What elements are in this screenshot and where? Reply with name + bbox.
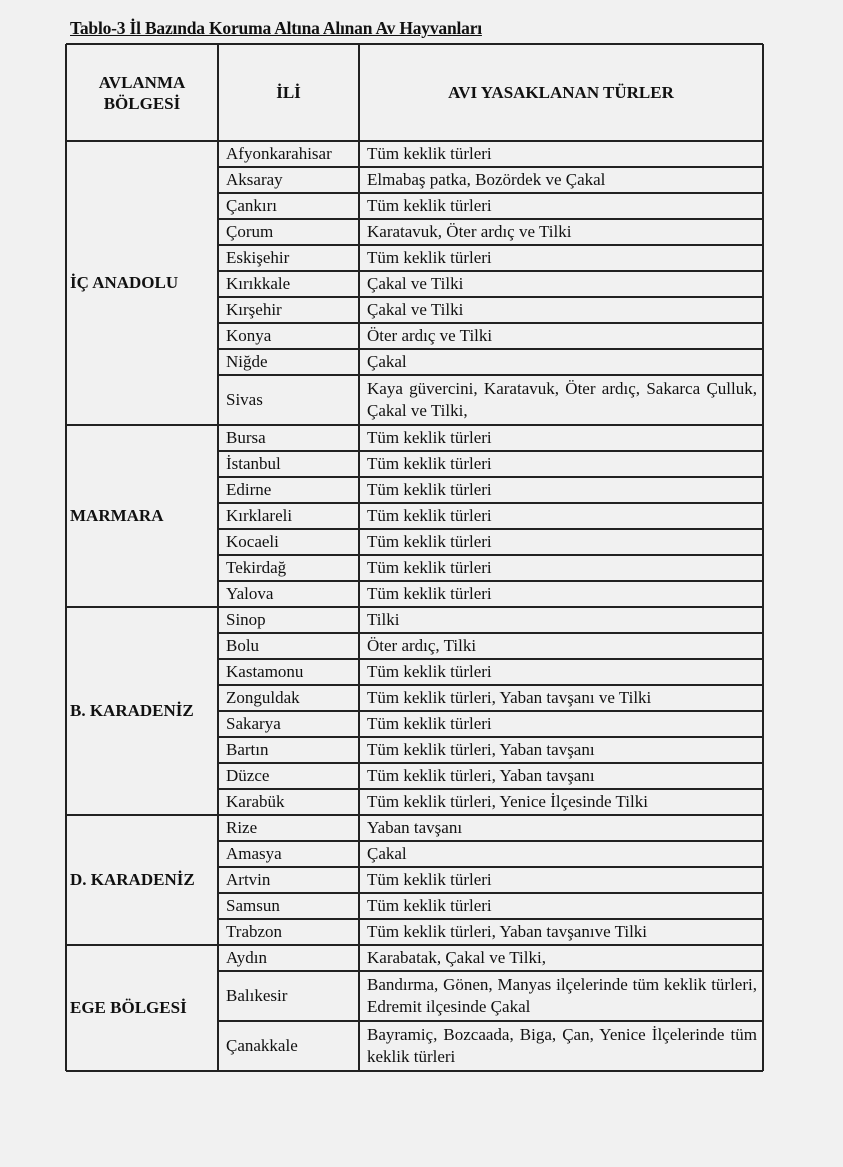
city-cell: Tekirdağ xyxy=(226,558,287,577)
region-cell: EGE BÖLGESİ xyxy=(70,998,187,1017)
row-divider xyxy=(66,606,218,608)
row-divider xyxy=(218,1070,763,1072)
city-cell: Sinop xyxy=(226,610,266,629)
city-cell: Balıkesir xyxy=(226,986,288,1005)
species-text: Bayramiç, Bozcaada, Biga, Çan, Yenice İlçelerinde tüm keklik türleri xyxy=(367,1025,757,1066)
city-cell: Eskişehir xyxy=(226,248,290,267)
column-divider xyxy=(762,44,764,1071)
species-text: Tüm keklik türleri xyxy=(367,480,492,499)
city-cell: Yalova xyxy=(226,584,274,603)
city-cell: Düzce xyxy=(226,766,270,785)
species-cell xyxy=(361,271,761,297)
species-text: Tüm keklik türleri xyxy=(367,584,492,603)
species-text: Tüm keklik türleri, Yaban tavşanıve Tilki xyxy=(367,922,648,941)
city-cell: Edirne xyxy=(226,480,272,499)
species-cell xyxy=(361,633,761,659)
species-text: Tüm keklik türleri xyxy=(367,870,492,889)
city-cell: Artvin xyxy=(226,870,271,889)
species-cell xyxy=(361,425,761,451)
city-cell: Amasya xyxy=(226,844,282,863)
species-cell xyxy=(361,219,761,245)
species-cell xyxy=(361,841,761,867)
city-cell: Samsun xyxy=(226,896,280,915)
species-text: Çakal ve Tilki xyxy=(367,274,464,293)
city-cell: Bartın xyxy=(226,740,269,759)
hunting-restrictions-table xyxy=(66,44,763,1070)
city-cell: Afyonkarahisar xyxy=(226,144,332,163)
species-cell xyxy=(361,685,761,711)
species-cell xyxy=(361,529,761,555)
species-text: Tüm keklik türleri xyxy=(367,714,492,733)
species-text: Tilki xyxy=(367,610,400,629)
column-divider xyxy=(217,44,219,1071)
city-cell: Rize xyxy=(226,818,258,837)
species-cell xyxy=(361,607,761,633)
species-cell xyxy=(361,971,761,1021)
region-cell: İÇ ANADOLU xyxy=(70,273,179,292)
row-divider xyxy=(66,424,218,426)
city-cell: Bolu xyxy=(226,636,260,655)
species-cell xyxy=(361,167,761,193)
header-species: AVI YASAKLANAN TÜRLER xyxy=(448,83,674,102)
city-cell: Çankırı xyxy=(226,196,277,215)
city-cell: Kocaeli xyxy=(226,532,279,551)
species-cell xyxy=(361,245,761,271)
city-cell: Niğde xyxy=(226,352,268,371)
species-cell xyxy=(361,711,761,737)
species-text: Kaya güvercini, Karatavuk, Öter ardıç, Sakarca Çulluk, Çakal ve Tilki, xyxy=(367,379,757,420)
species-cell xyxy=(361,945,761,971)
species-cell xyxy=(361,581,761,607)
species-cell xyxy=(361,323,761,349)
region-cell: D. KARADENİZ xyxy=(70,870,195,889)
species-text: Karabatak, Çakal ve Tilki, xyxy=(367,948,546,967)
species-text: Tüm keklik türleri xyxy=(367,896,492,915)
species-text: Tüm keklik türleri, Yaban tavşanı ve Tilki xyxy=(367,688,652,707)
table-title: Tablo-3 İl Bazında Koruma Altına Alınan Av Hayvanları xyxy=(70,18,482,38)
city-cell: Aydın xyxy=(226,948,267,967)
species-cell xyxy=(361,193,761,219)
species-cell xyxy=(361,737,761,763)
city-cell: Çorum xyxy=(226,222,274,241)
species-text: Tüm keklik türleri xyxy=(367,532,492,551)
row-divider xyxy=(66,1070,218,1072)
species-text: Tüm keklik türleri xyxy=(367,662,492,681)
species-text: Elmabaş patka, Bozördek ve Çakal xyxy=(367,170,606,189)
column-divider xyxy=(358,44,360,1071)
city-cell: Konya xyxy=(226,326,272,345)
city-cell: Sivas xyxy=(226,390,263,409)
species-text: Tüm keklik türleri, Yenice İlçesinde Tilki xyxy=(367,792,648,811)
city-cell: Aksaray xyxy=(226,170,283,189)
species-cell xyxy=(361,451,761,477)
city-cell: Sakarya xyxy=(226,714,281,733)
species-text: Tüm keklik türleri, Yaban tavşanı xyxy=(367,766,595,785)
species-cell xyxy=(361,349,761,375)
species-text: Tüm keklik türleri xyxy=(367,454,492,473)
species-cell xyxy=(361,1021,761,1071)
header-region-text: AVLANMA BÖLGESİ xyxy=(98,72,186,113)
species-text: Yaban tavşanı xyxy=(367,818,463,837)
header-region xyxy=(66,44,218,141)
species-cell xyxy=(361,659,761,685)
species-cell xyxy=(361,789,761,815)
row-divider xyxy=(66,43,763,45)
species-text: Tüm keklik türleri xyxy=(367,428,492,447)
species-cell xyxy=(361,763,761,789)
city-cell: Zonguldak xyxy=(226,688,300,707)
species-text: Öter ardıç, Tilki xyxy=(367,636,477,655)
species-text: Bandırma, Gönen, Manyas ilçelerinde tüm keklik türleri, Edremit ilçesinde Çakal xyxy=(367,975,757,1016)
species-text: Tüm keklik türleri, Yaban tavşanı xyxy=(367,740,595,759)
species-cell xyxy=(361,893,761,919)
city-cell: Trabzon xyxy=(226,922,283,941)
species-cell xyxy=(361,555,761,581)
city-cell: Bursa xyxy=(226,428,266,447)
header-city: İLİ xyxy=(276,83,301,102)
city-cell: Kırıkkale xyxy=(226,274,291,293)
species-text: Tüm keklik türleri xyxy=(367,558,492,577)
species-cell xyxy=(361,375,761,425)
row-divider xyxy=(66,944,218,946)
species-cell xyxy=(361,919,761,945)
species-text: Çakal xyxy=(367,844,407,863)
species-text: Çakal ve Tilki xyxy=(367,300,464,319)
city-cell: Kırklareli xyxy=(226,506,293,525)
city-cell: Kırşehir xyxy=(226,300,282,319)
region-cell: B. KARADENİZ xyxy=(70,701,194,720)
species-text: Karatavuk, Öter ardıç ve Tilki xyxy=(367,222,572,241)
species-text: Tüm keklik türleri xyxy=(367,248,492,267)
species-text: Tüm keklik türleri xyxy=(367,506,492,525)
species-cell xyxy=(361,867,761,893)
city-cell: Karabük xyxy=(226,792,285,811)
column-divider xyxy=(65,44,67,1071)
species-text: Öter ardıç ve Tilki xyxy=(367,326,493,345)
species-cell xyxy=(361,477,761,503)
city-cell: İstanbul xyxy=(226,454,281,473)
species-text: Tüm keklik türleri xyxy=(367,144,492,163)
species-text: Tüm keklik türleri xyxy=(367,196,492,215)
region-cell: MARMARA xyxy=(70,506,164,525)
row-divider xyxy=(66,814,218,816)
species-cell xyxy=(361,141,761,167)
species-text: Çakal xyxy=(367,352,407,371)
species-cell xyxy=(361,815,761,841)
row-divider xyxy=(66,140,763,142)
city-cell: Çanakkale xyxy=(226,1036,298,1055)
city-cell: Kastamonu xyxy=(226,662,304,681)
species-cell xyxy=(361,297,761,323)
species-cell xyxy=(361,503,761,529)
